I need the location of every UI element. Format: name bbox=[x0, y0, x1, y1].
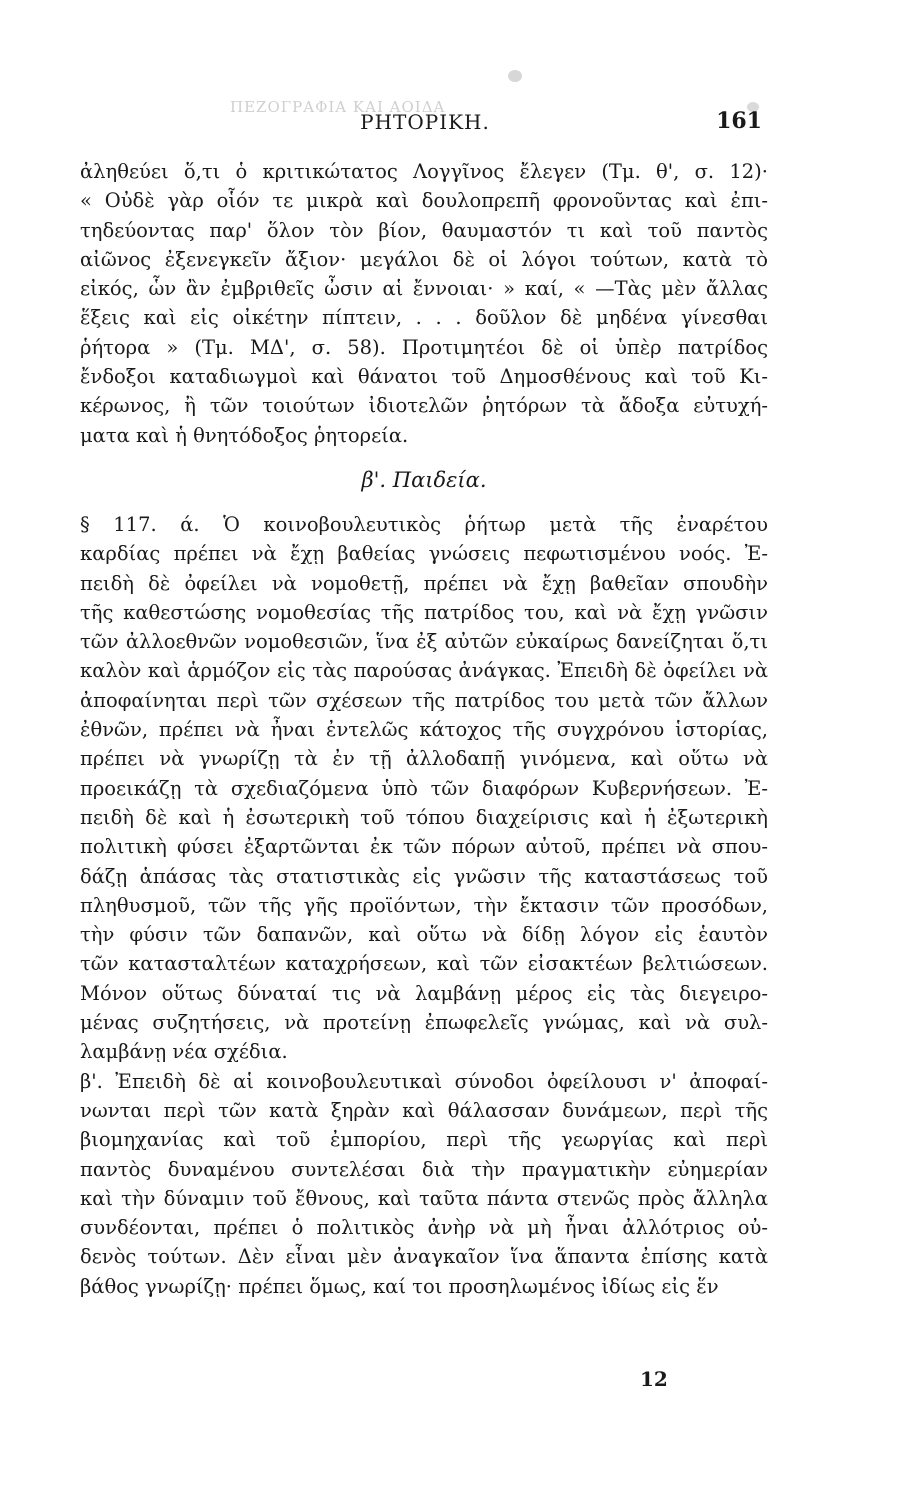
text-line: ῥήτορα » (Τμ. ΜΔ', σ. 58). Προτιμητέοι δὲ οἱ ὑπὲρ πατρίδος bbox=[80, 335, 768, 359]
text-line: δάζῃ ἁπάσας τὰς στατιστικὰς εἰς γνῶσιν τῆς καταστάσεως τοῦ bbox=[80, 864, 768, 888]
text-line: πολιτικὴ φύσει ἐξαρτῶνται ἐκ τῶν πόρων αὐτοῦ, πρέπει νὰ σπου- bbox=[80, 835, 768, 859]
text-line: πειδὴ δὲ καὶ ἡ ἐσωτερικὴ τοῦ τόπου διαχείρισις καὶ ἡ ἐξωτερικὴ bbox=[80, 805, 768, 829]
text-line: νωνται περὶ τῶν κατὰ ξηρὰν καὶ θάλασσαν δυνάμεων, περὶ τῆς bbox=[80, 1098, 768, 1122]
text-line: βιομηχανίας καὶ τοῦ ἐμπορίου, περὶ τῆς γεωργίας καὶ περὶ bbox=[80, 1128, 768, 1152]
text-line: πρέπει νὰ γνωρίζῃ τὰ ἐν τῇ ἀλλοδαπῇ γινόμενα, καὶ οὕτω νὰ bbox=[80, 747, 768, 771]
text-line: καρδίας πρέπει νὰ ἔχῃ βαθείας γνώσεις πεφωτισμένου νοός. Ἐ- bbox=[80, 542, 768, 566]
text-line: τῆς καθεστώσης νομοθεσίας τῆς πατρίδος του, καὶ νὰ ἔχῃ γνῶσιν bbox=[80, 600, 768, 624]
text-line: βάθος γνωρίζῃ· πρέπει ὅμως, καί τοι προσηλωμένος ἰδίως εἰς ἕν bbox=[80, 1274, 719, 1298]
paragraph-2 bbox=[80, 510, 768, 1067]
text-line: καὶ τὴν δύναμιν τοῦ ἔθνους, καὶ ταῦτα πάντα στενῶς πρὸς ἄλληλα bbox=[80, 1186, 768, 1210]
text-line: ἐθνῶν, πρέπει νὰ ἦναι ἐντελῶς κάτοχος τῆς συγχρόνου ἱστορίας, bbox=[80, 718, 768, 742]
text-line: καλὸν καὶ ἁρμόζον εἰς τὰς παρούσας ἀνάγκας. Ἐπειδὴ δὲ ὀφείλει νὰ bbox=[80, 659, 768, 683]
text-line: κέρωνος, ἢ τῶν τοιούτων ἰδιοτελῶν ῥητόρων τὰ ἄδοξα εὐτυχή- bbox=[80, 394, 768, 418]
text-line: πειδὴ δὲ ὀφείλει νὰ νομοθετῇ, πρέπει νὰ ἔχῃ βαθεῖαν σπουδὴν bbox=[80, 571, 768, 595]
text-line: μένας συζητήσεις, νὰ προτείνῃ ἐπωφελεῖς γνώμας, καὶ νὰ συλ- bbox=[80, 1011, 768, 1035]
signature-mark: 12 bbox=[640, 1367, 668, 1391]
text-line: § 117. ά. Ὁ κοινοβουλευτικὸς ῥήτωρ μετὰ τῆς ἐναρέτου bbox=[80, 512, 768, 536]
text-line: ἕξεις καὶ εἰς οἰκέτην πίπτειν, . . . δοῦλον δὲ μηδένα γίνεσθαι bbox=[80, 306, 768, 330]
text-line: αἰῶνος ἐξενεγκεῖν ἄξιον· μεγάλοι δὲ οἱ λόγοι τούτων, κατὰ τὸ bbox=[80, 247, 768, 271]
text-line: δενὸς τούτων. Δὲν εἶναι μὲν ἀναγκαῖον ἵνα ἅπαντα ἐπίσης κατὰ bbox=[80, 1245, 768, 1269]
text-line: τῶν κατασταλτέων καταχρήσεων, καὶ τῶν εἰσακτέων βελτιώσεων. bbox=[80, 952, 768, 976]
text-line: προεικάζῃ τὰ σχεδιαζόμενα ὑπὸ τῶν διαφόρων Κυβερνήσεων. Ἐ- bbox=[80, 776, 768, 800]
text-line: β'. Ἐπειδὴ δὲ αἱ κοινοβουλευτικαὶ σύνοδοι ὀφείλουσι ν' ἀποφαί- bbox=[80, 1069, 768, 1093]
text-line: παντὸς δυναμένου συντελέσαι διὰ τὴν πραγματικὴν εὐημερίαν bbox=[80, 1157, 768, 1181]
text-line: « Οὐδὲ γὰρ οἷόν τε μικρὰ καὶ δουλοπρεπῆ φρονοῦντας καὶ ἐπι- bbox=[80, 189, 768, 213]
text-line: τὴν φύσιν τῶν δαπανῶν, καὶ οὕτω νὰ δίδῃ λόγον εἰς ἑαυτὸν bbox=[80, 923, 768, 947]
text-line: εἰκός, ὧν ἂν ἐμβριθεῖς ὦσιν αἱ ἔννοιαι· » καί, « —Τὰς μὲν ἄλλας bbox=[80, 277, 768, 301]
text-line: ἔνδοξοι καταδιωγμοὶ καὶ θάνατοι τοῦ Δημοσθένους καὶ τοῦ Κι- bbox=[80, 365, 768, 389]
text-line: τηδεύοντας παρ' ὅλον τὸν βίον, θαυμαστόν τι καὶ τοῦ παντὸς bbox=[80, 218, 768, 242]
text-line: τῶν ἀλλοεθνῶν νομοθεσιῶν, ἵνα ἐξ αὐτῶν εὐκαίρως δανείζηται ὅ,τι bbox=[80, 630, 768, 654]
running-header bbox=[80, 100, 770, 134]
running-title: ΡΗΤΟΡΙΚΗ. bbox=[360, 110, 490, 134]
text-line: λαμβάνῃ νέα σχέδια. bbox=[80, 1040, 288, 1064]
text-line: ἀποφαίνηται περὶ τῶν σχέσεων τῆς πατρίδος του μετὰ τῶν ἄλλων bbox=[80, 688, 768, 712]
text-body bbox=[80, 157, 768, 1301]
page-number: 161 bbox=[716, 108, 762, 134]
paragraph-1 bbox=[80, 157, 768, 450]
section-heading: β'. Παιδεία. bbox=[361, 467, 487, 492]
ink-blot bbox=[508, 70, 522, 82]
bleed-through-text: ΠΕΖΟΓΡΑΦΙΑ ΚΑΙ ΑΟΙΔΑ bbox=[230, 98, 446, 116]
text-line: Μόνον οὕτως δύναταί τις νὰ λαμβάνῃ μέρος εἰς τὰς διεγειρο- bbox=[80, 981, 768, 1005]
text-line: ἀληθεύει ὅ,τι ὁ κριτικώτατος Λογγῖνος ἔλεγεν (Τμ. θ', σ. 12)· bbox=[80, 160, 768, 183]
text-line: συνδέονται, πρέπει ὁ πολιτικὸς ἀνὴρ νὰ μὴ ἦναι ἀλλότριος οὐ- bbox=[80, 1216, 768, 1240]
text-line: πληθυσμοῦ, τῶν τῆς γῆς προϊόντων, τὴν ἔκτασιν τῶν προσόδων, bbox=[80, 893, 768, 917]
paragraph-3 bbox=[80, 1067, 768, 1301]
text-line: ματα καὶ ἡ θνητόδοξος ῥητορεία. bbox=[80, 423, 409, 447]
